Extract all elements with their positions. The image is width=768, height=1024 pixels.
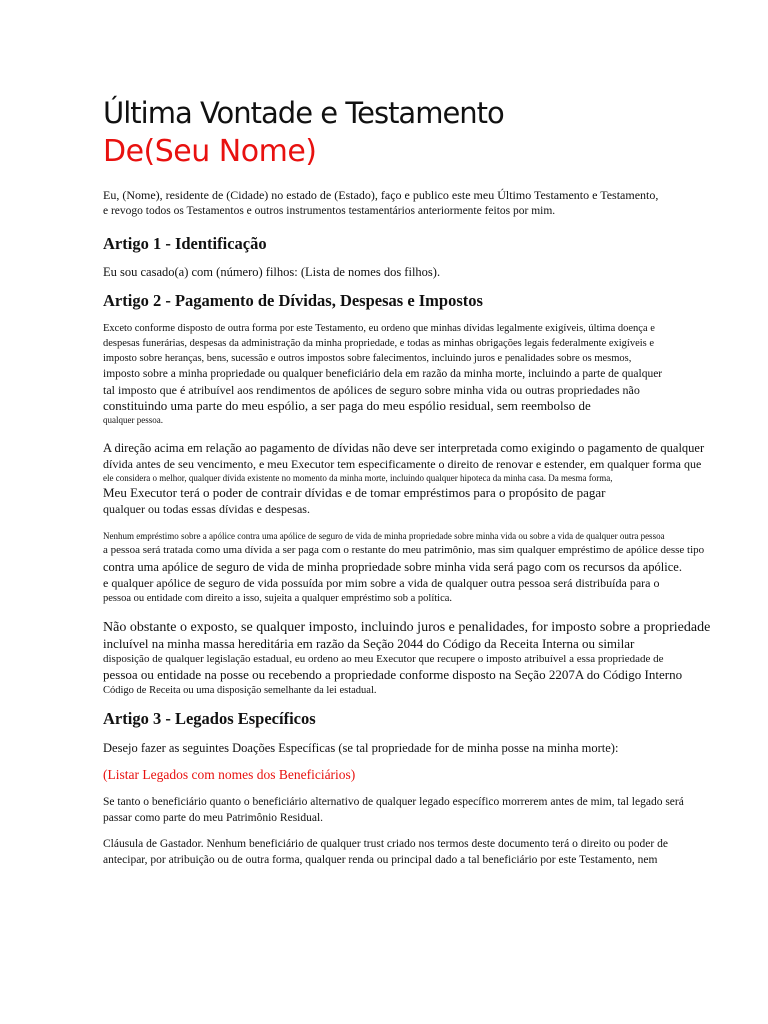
text-line: imposto sobre heranças, bens, sucessão e outros impostos sobre falecimentos, incluindo juros e penalidades sobre os mesmos, (103, 353, 632, 364)
text-line: Nenhum empréstimo sobre a apólice contra uma apólice de seguro de vida de minha propriedade sobre minha vida ou sobre a vida de qualquer outra pessoa (103, 531, 665, 541)
text-line: despesas funerárias, despesas da administração da minha propriedade, e todas as minhas obrigações legais federalmente exigíveis e (103, 338, 655, 349)
intro-paragraph (103, 188, 758, 219)
text-line: Cláusula de Gastador. Nenhum beneficiário de qualquer trust criado nos termos deste documento terá o direito ou poder de (103, 838, 668, 850)
document-title: Última Vontade e Testamento (103, 96, 504, 130)
text-line: e qualquer apólice de seguro de vida possuída por mim sobre a vida de qualquer outra pessoa será distribuída para o (103, 575, 660, 590)
article-2-heading: Artigo 2 - Pagamento de Dívidas, Despesas e Impostos (103, 291, 483, 310)
article-3-paragraph-1: Desejo fazer as seguintes Doações Específicas (se tal propriedade for de minha posse na minha morte): (103, 741, 619, 755)
text-line: a pessoa será tratada como uma dívida a ser paga com o restante do meu patrimônio, mas sim qualquer empréstimo de apólice desse tipo (103, 544, 705, 556)
text-line: passar como parte do meu Patrimônio Residual. (103, 812, 324, 824)
text-line: Código de Receita ou uma disposição semelhante da lei estadual. (103, 685, 377, 696)
article-3-paragraph-3 (103, 836, 758, 868)
article-2-paragraph-4 (103, 619, 758, 699)
text-line: contra uma apólice de seguro de vida de minha propriedade sobre minha vida será pago com os recursos da apólice. (103, 559, 682, 574)
text-line: imposto sobre a minha propriedade ou qualquer beneficiário dela em razão da minha morte, incluindo a parte de qualquer (103, 368, 663, 380)
text-line: A direção acima em relação ao pagamento de dívidas não deve ser interpretada como exigindo o pagamento de qualquer (103, 441, 705, 455)
text-line: dívida antes de seu vencimento, e meu Executor tem especificamente o direito de renovar e estender, em qualquer forma que (103, 457, 702, 471)
article-2-paragraph-3 (103, 530, 758, 606)
intro-line-2: e revogo todos os Testamentos e outros instrumentos testamentários anteriormente feitos por mim. (103, 204, 556, 217)
article-3-heading: Artigo 3 - Legados Específicos (103, 709, 316, 728)
text-line: incluível na minha massa hereditária em razão da Seção 2044 do Código da Receita Interna ou similar (103, 635, 635, 651)
article-3-paragraph-2 (103, 794, 758, 826)
article-1-heading: Artigo 1 - Identificação (103, 234, 267, 253)
text-line: Não obstante o exposto, se qualquer imposto, incluindo juros e penalidades, for imposto sobre a propriedade (103, 619, 711, 635)
article-2-paragraph-1 (103, 321, 758, 427)
text-line: ele considera o melhor, qualquer dívida existente no momento da minha morte, incluindo qualquer hipoteca da minha casa. Da mesma forma, (103, 473, 613, 483)
text-line: pessoa ou entidade com direito a isso, sujeita a qualquer empréstimo sob a política. (103, 592, 453, 604)
intro-line-1: Eu, (Nome), residente de (Cidade) no estado de (Estado), faço e publico este meu Último Testamento e Testamento, (103, 188, 659, 202)
text-line: antecipar, por atribuição ou de outra forma, qualquer renda ou principal dado a tal beneficiário por este Testamento, nem (103, 854, 658, 866)
text-line: qualquer ou todas essas dívidas e despesas. (103, 502, 310, 516)
text-line: constituindo uma parte do meu espólio, a ser paga do meu espólio residual, sem reembolso de (103, 398, 591, 413)
bequests-placeholder: (Listar Legados com nomes dos Beneficiários) (103, 767, 356, 782)
text-line: disposição de qualquer legislação estadual, eu ordeno ao meu Executor que recupere o imposto atribuível a essa propriedade de (103, 652, 664, 665)
article-2-paragraph-2 (103, 440, 758, 517)
text-line: tal imposto que é atribuível aos rendimentos de apólices de seguro sobre minha vida ou outras propriedades não (103, 383, 640, 397)
text-line: Exceto conforme disposto de outra forma por este Testamento, eu ordeno que minhas dívidas legalmente exigíveis, última doença e (103, 323, 655, 334)
text-line: Meu Executor terá o poder de contrair dívidas e de tomar empréstimos para o propósito de pagar (103, 485, 606, 500)
text-line: pessoa ou entidade na posse ou recebendo a propriedade conforme disposto na Seção 2207A do Código Interno (103, 667, 683, 682)
text-line: qualquer pessoa. (103, 415, 163, 425)
document-subtitle: De(Seu Nome) (103, 134, 317, 169)
document-page (103, 94, 758, 868)
text-line: Se tanto o beneficiário quanto o beneficiário alternativo de qualquer legado específico morrerem antes de mim, tal legado será (103, 796, 684, 808)
article-1-text: Eu sou casado(a) com (número) filhos: (Lista de nomes dos filhos). (103, 265, 441, 279)
